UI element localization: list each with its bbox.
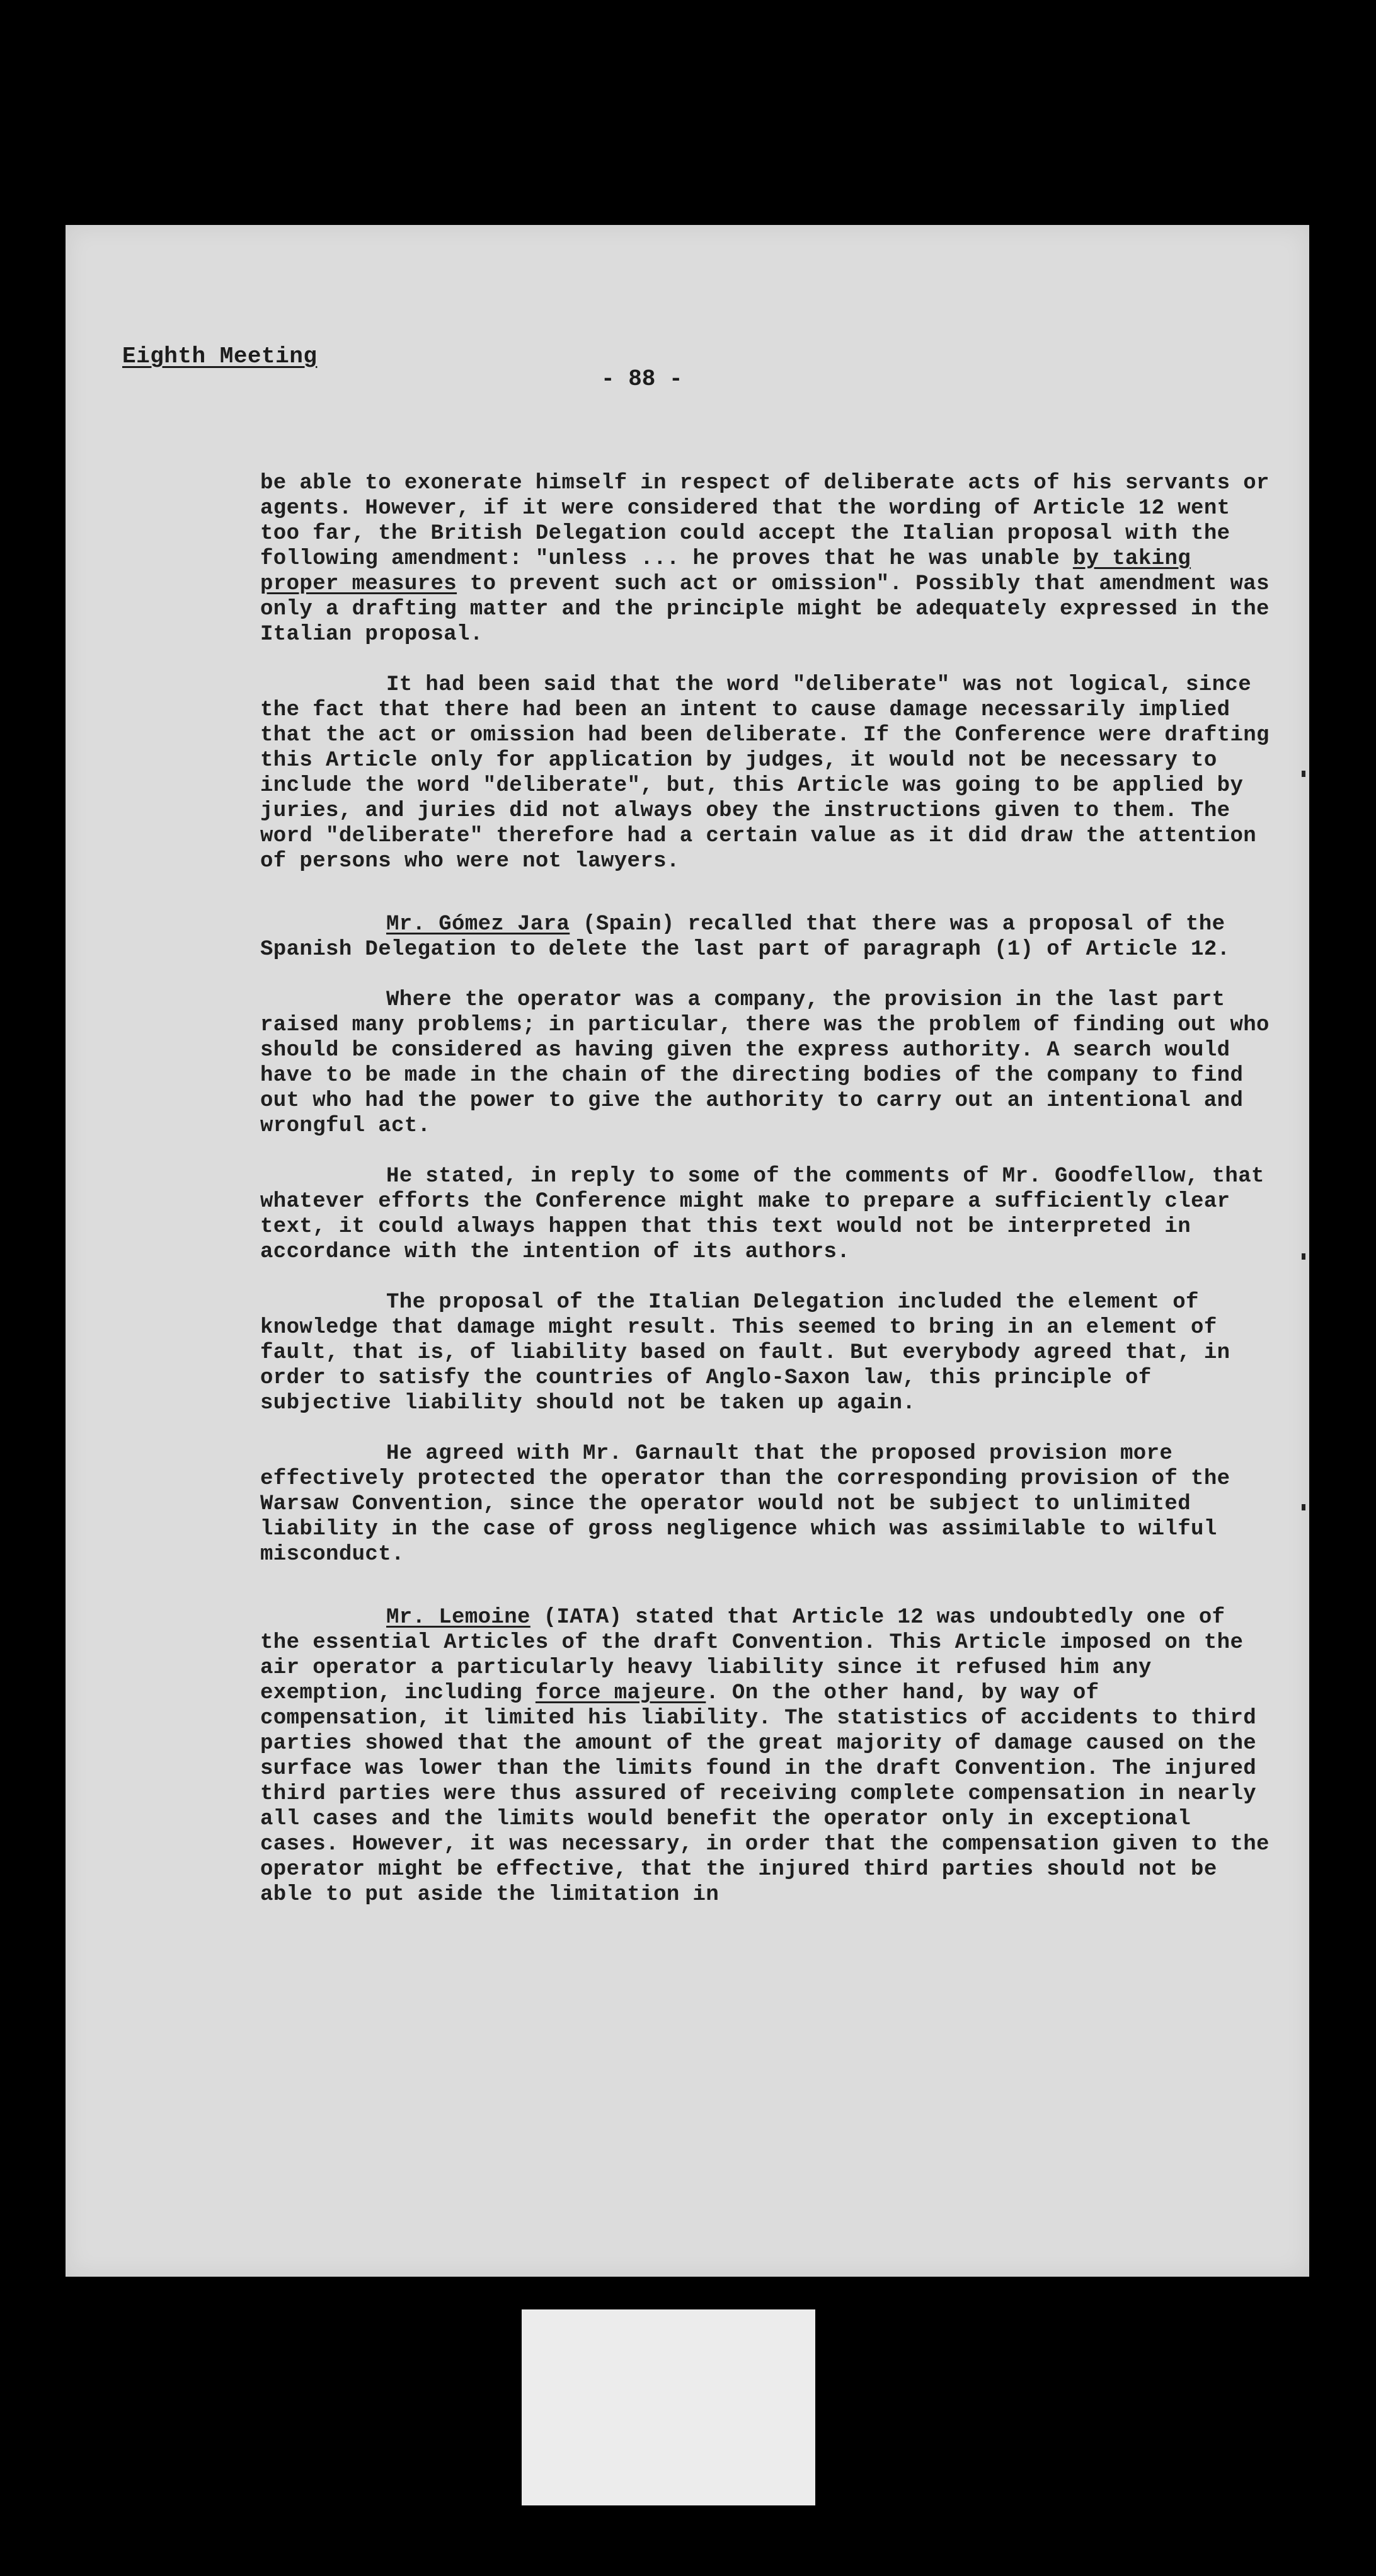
document-body [260, 471, 1271, 1933]
meeting-header: Eighth Meeting [122, 343, 318, 369]
paragraph-3: Mr. Gómez Jara (Spain) recalled that there was a proposal of the Spanish Delegation to delete the last part of paragraph (1) of Article 12. [260, 912, 1230, 962]
paragraph-4: Where the operator was a company, the provision in the last part raised many problems; in particular, there was the problem of finding out who should be considered as having given the express authority. A search would have to be made in the chain of the directing bodies of the company to find out who had the power to give the authority to carry out an intentional and wrongful act. [260, 988, 1270, 1138]
paragraph-5: He stated, in reply to some of the comments of Mr. Goodfellow, that whatever efforts the Conference might make to prepare a sufficiently clear text, it could always happen that this text would not be interpreted in accordance with the intention of its authors. [260, 1164, 1264, 1264]
paragraph-6: The proposal of the Italian Delegation included the element of knowledge that damage might result. This seemed to bring in an element of fault, that is, of liability based on fault. But everybody agreed that, in order to satisfy the countries of Anglo-Saxon law, this principle of subjective liability should not be taken up again. [260, 1291, 1230, 1415]
paragraph-7: He agreed with Mr. Garnault that the proposed provision more effectively protected the operator than the corresponding provision of the Warsaw Convention, since the operator would not be subject to unlimited liability in the case of gross negligence which was assimilable to wilful misconduct. [260, 1442, 1230, 1567]
speaker-name: Mr. Gómez Jara [386, 912, 570, 936]
paragraph-8: Mr. Lemoine (IATA) stated that Article 12 was undoubtedly one of the essential Articles of the draft Convention. This Article imposed on the air operator a particularly heavy liability since it refused him any exemption, including force majeure. On the other hand, by way of compensation, it limited his liability. The statistics of accidents to third parties showed that the amount of the great majority of damage caused on the surface was lower than the limits found in the draft Convention. The injured third parties were thus assured of receiving complete compensation in nearly all cases and the limits would benefit the operator only in exceptional cases. However, it was necessary, in order that the compensation given to the operator might be effective, that the injured third parties should not be able to put aside the limitation in [260, 1606, 1270, 1907]
speaker-name: Mr. Lemoine [386, 1606, 530, 1630]
underlined-phrase: force majeure [535, 1681, 706, 1705]
scan-edge-mark [1302, 1253, 1305, 1260]
scan-edge-mark [1302, 771, 1305, 777]
paragraph-1: be able to exonerate himself in respect of deliberate acts of his servants or agents. However, if it were considered that the wording of Article 12 went too far, the British Delegation could accept the Italian proposal with the following amendment: "unless ... he proves that he was unable by taking proper measures to prevent such act or omission". Possibly that amendment was only a drafting matter and the principle might be adequately expressed in the Italian proposal. [260, 471, 1270, 647]
document-page [66, 225, 1309, 2277]
blank-card [522, 2309, 815, 2505]
scan-edge-mark [1302, 1504, 1305, 1510]
page-number: - 88 - [601, 366, 683, 392]
underlined-phrase: by taking proper measures [260, 547, 1191, 596]
paragraph-2: It had been said that the word "deliberate" was not logical, since the fact that there had been an intent to cause damage necessarily implied that the act or omission had been deliberate. If the Conference were drafting this Article only for application by judges, it would not be necessary to include the word "deliberate", but, this Article was going to be applied by juries, and juries did not always obey the instructions given to them. The word "deliberate" therefore had a certain value as it did draw the attention of persons who were not lawyers. [260, 673, 1270, 873]
